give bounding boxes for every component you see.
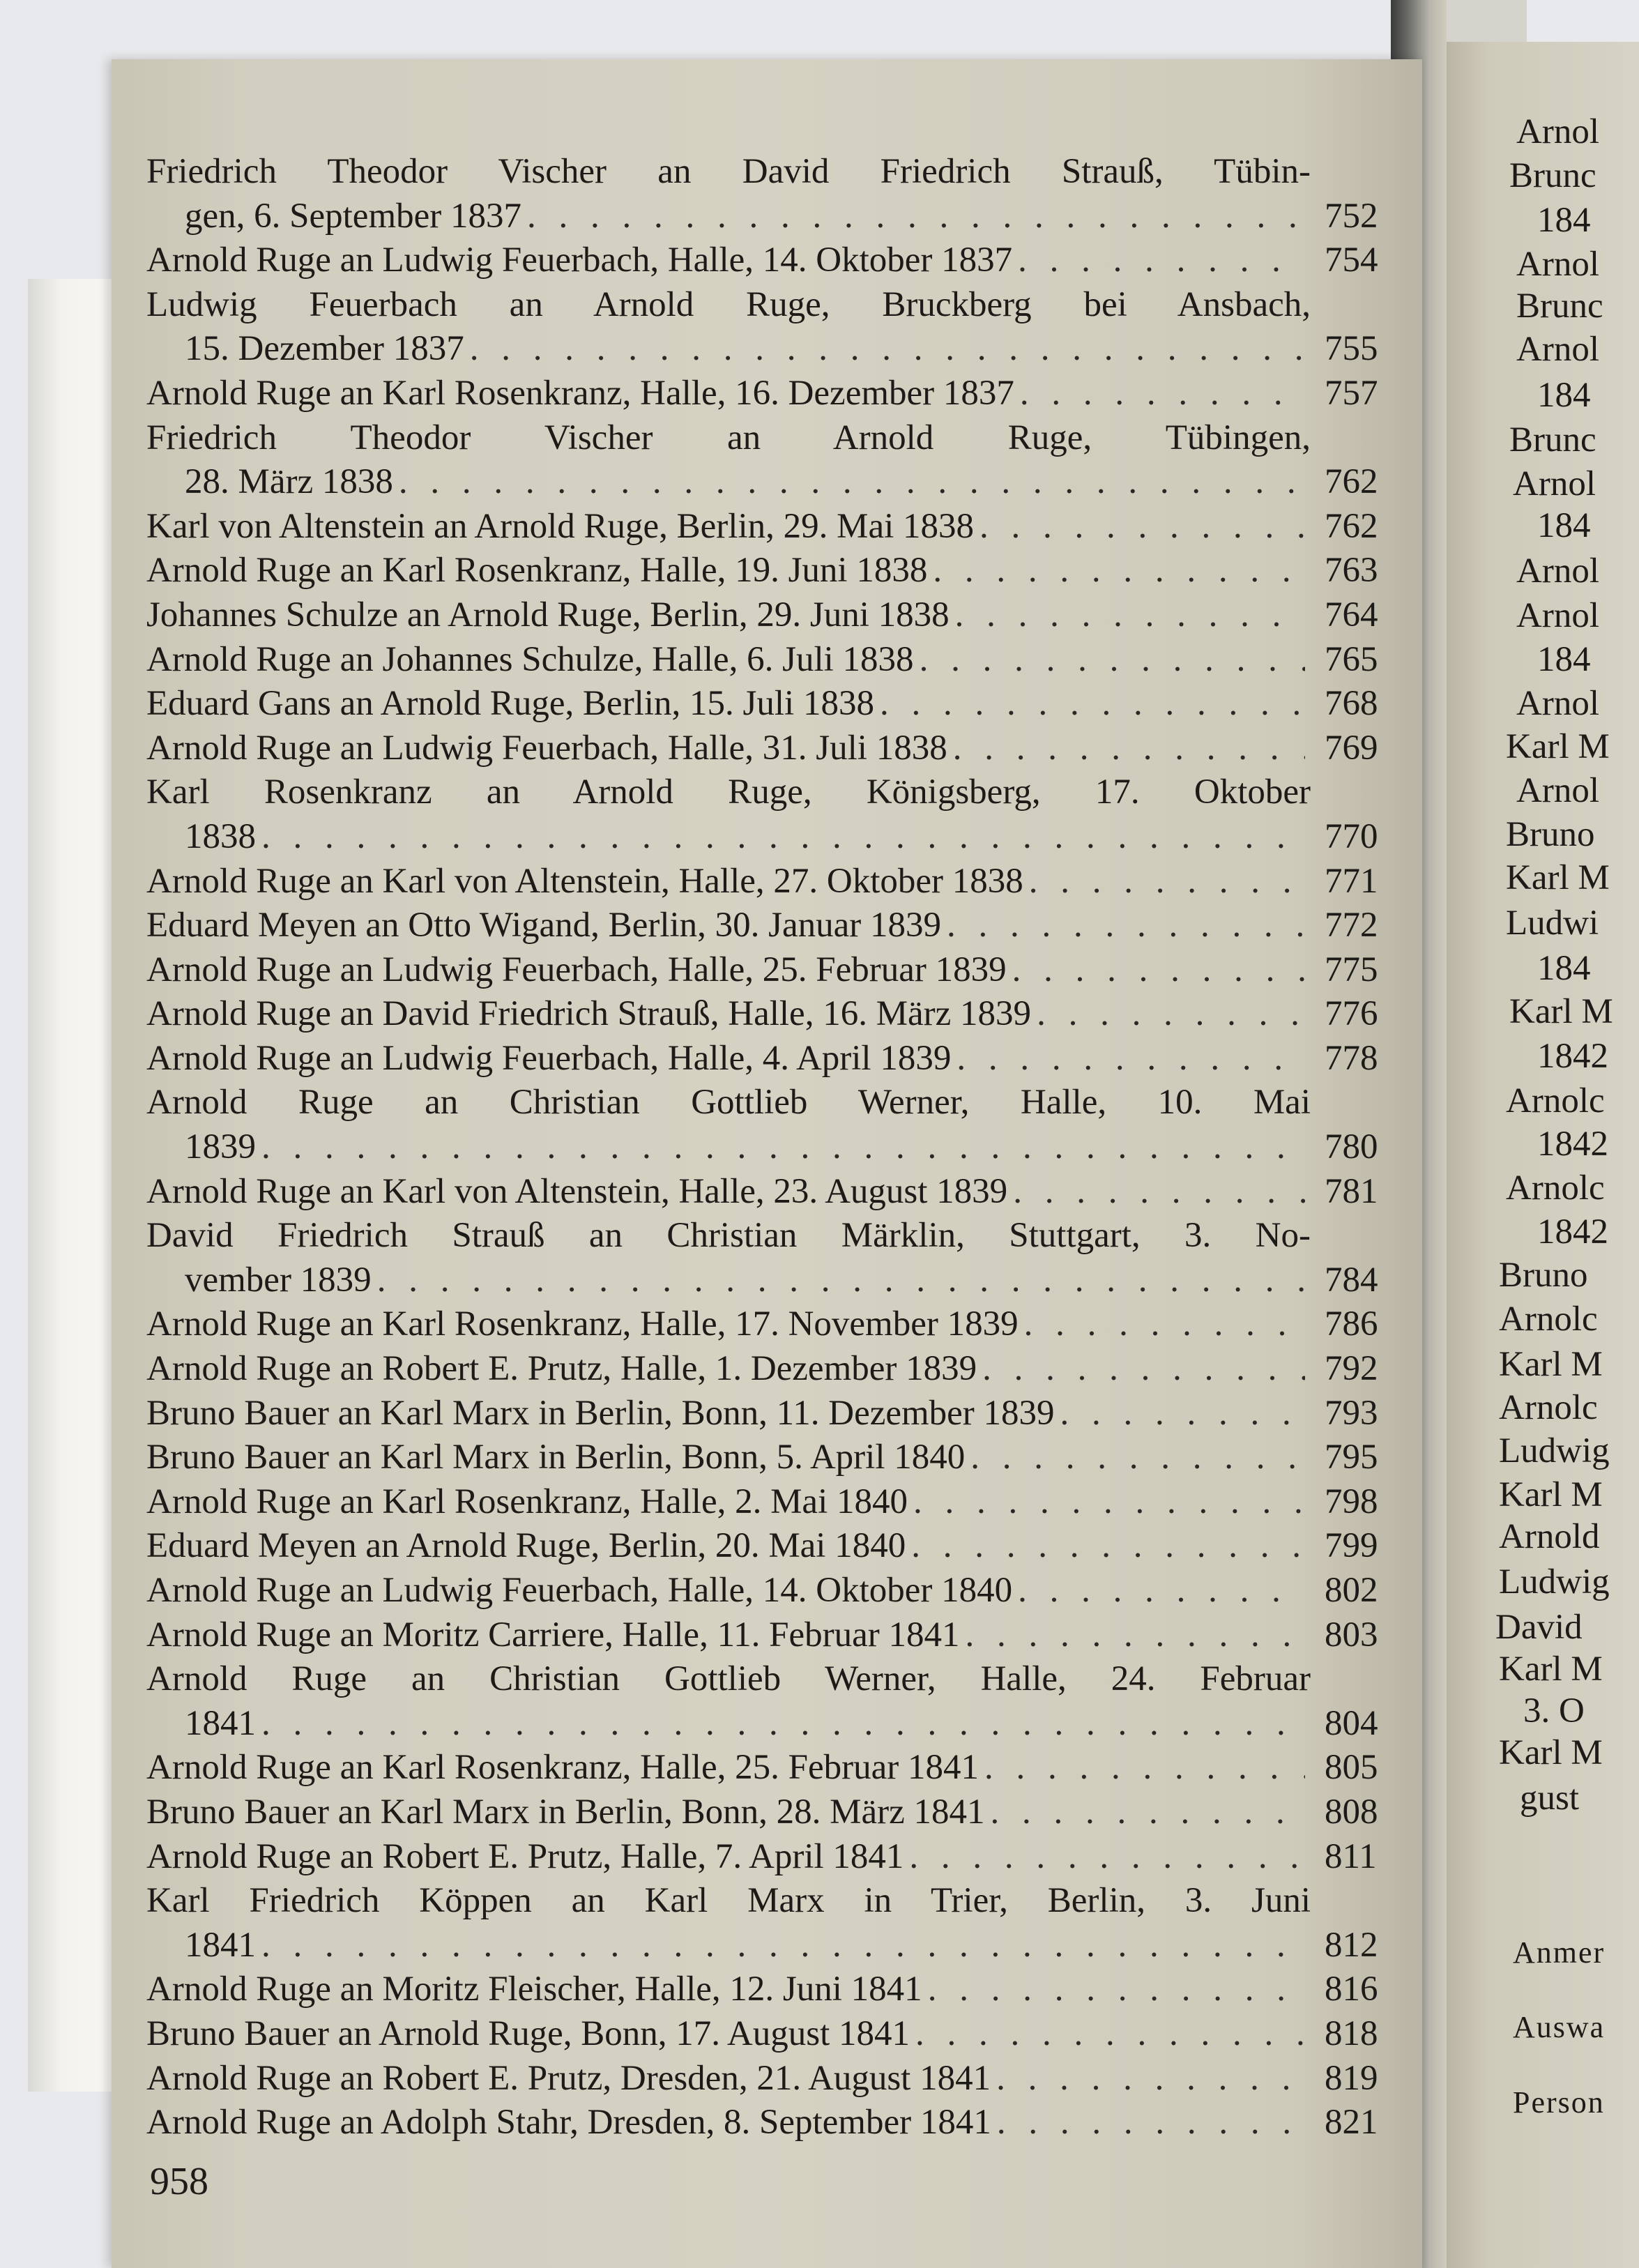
right-page-fragment: Arnol: [1513, 464, 1596, 503]
toc-entry: [146, 1302, 1378, 1347]
entry-title: Bruno Bauer an Arnold Ruge, Bonn, 17. August 1841: [146, 2014, 910, 2053]
leader-dots: [261, 1702, 1305, 1746]
entry-title: Arnold Ruge an Karl Rosenkranz, Halle, 2. Mai 1840: [146, 1482, 908, 1521]
right-page-fragment: Arnol: [1516, 771, 1599, 810]
entry-page-number: 784: [1325, 1260, 1378, 1300]
leader-dots: [1012, 948, 1305, 993]
entry-title: Arnold Ruge an Robert E. Prutz, Dresden, 21. August 1841: [146, 2058, 991, 2098]
toc-entry: [146, 372, 1378, 416]
right-page-fragment: Auswa: [1513, 2010, 1606, 2044]
toc-entry: [146, 2012, 1378, 2057]
entry-title: Arnold Ruge an Ludwig Feuerbach, Halle, 25. Februar 1839: [146, 950, 1007, 989]
right-page-fragment: Arnol: [1516, 596, 1599, 635]
right-page-fragment: 184: [1537, 201, 1591, 240]
right-page-fragment: Person: [1513, 2085, 1605, 2119]
right-page-fragment: 184: [1537, 506, 1591, 545]
right-page-fragment: Ludwi: [1506, 904, 1599, 943]
leader-dots: [1018, 1569, 1305, 1613]
right-page-fragment: Arnolc: [1506, 1169, 1605, 1208]
entry-title-continuation: 15. Dezember 1837: [185, 329, 464, 369]
entry-page-number: 763: [1325, 551, 1378, 591]
right-page-fragment: 1842: [1537, 1037, 1608, 1076]
leader-dots: [1020, 372, 1305, 416]
table-of-contents: [146, 150, 1378, 2145]
right-page-fragment: 1842: [1537, 1212, 1608, 1251]
entry-page-number: 764: [1325, 595, 1378, 634]
right-page-fragment: Bruno: [1499, 1256, 1588, 1295]
right-page-fragment: Arnol: [1516, 684, 1599, 723]
entry-title: Arnold Ruge an Moritz Fleischer, Halle, 12. Juni 1841: [146, 1970, 922, 2009]
toc-entry: [146, 1392, 1378, 1436]
entry-title: Arnold Ruge an Christian Gottlieb Werner, Halle, 24. Februar: [146, 1659, 1311, 1699]
leader-dots: [261, 1125, 1305, 1170]
toc-entry: [146, 948, 1378, 993]
leader-dots: [997, 2101, 1305, 2145]
right-page-fragment: Anmer: [1513, 1935, 1606, 1970]
entry-page-number: 812: [1325, 1925, 1378, 1965]
leader-dots: [956, 1037, 1305, 1081]
entry-page-number: 757: [1325, 373, 1378, 413]
leader-dots: [915, 2012, 1305, 2057]
entry-page-number: 780: [1325, 1127, 1378, 1167]
toc-entry: [146, 1968, 1378, 2012]
leader-dots: [1013, 1170, 1305, 1215]
entry-title-continuation: 1841: [185, 1925, 256, 1965]
entry-page-number: 778: [1325, 1038, 1378, 1078]
toc-entry: [146, 283, 1378, 372]
entry-page-number: 802: [1325, 1571, 1378, 1610]
toc-entry: [146, 593, 1378, 638]
entry-title: Bruno Bauer an Karl Marx in Berlin, Bonn, 5. April 1840: [146, 1438, 966, 1477]
leader-dots: [996, 2057, 1305, 2101]
entry-title: Arnold Ruge an Karl von Altenstein, Halle, 27. Oktober 1838: [146, 861, 1023, 901]
toc-entry: [146, 549, 1378, 593]
toc-entry: [146, 904, 1378, 948]
entry-title: Ludwig Feuerbach an Arnold Ruge, Bruckberg bei Ansbach,: [146, 284, 1311, 324]
toc-entry: [146, 1879, 1378, 1968]
right-page-fragment: Ludwig: [1499, 1431, 1610, 1470]
entry-page-number: 792: [1325, 1349, 1378, 1389]
toc-entry: [146, 726, 1378, 771]
leader-dots: [1060, 1392, 1305, 1436]
right-page-fragment: Arnol: [1516, 551, 1599, 591]
right-page-fragment: Brunc: [1516, 287, 1603, 326]
entry-page-number: 795: [1325, 1438, 1378, 1477]
leader-dots: [955, 593, 1305, 638]
leader-dots: [966, 1613, 1305, 1658]
entry-page-number: 770: [1325, 816, 1378, 856]
entry-title: Bruno Bauer an Karl Marx in Berlin, Bonn, 28. März 1841: [146, 1792, 985, 1832]
entry-title: Arnold Ruge an Ludwig Feuerbach, Halle, 14. Oktober 1837: [146, 241, 1013, 280]
entry-title-continuation: 1839: [185, 1127, 256, 1167]
right-page-fragment: Karl M: [1499, 1345, 1603, 1384]
toc-entry: [146, 1081, 1378, 1169]
entry-title: Bruno Bauer an Karl Marx in Berlin, Bonn, 11. Dezember 1839: [146, 1393, 1055, 1433]
entry-page-number: 804: [1325, 1703, 1378, 1743]
entry-page-number: 769: [1325, 728, 1378, 768]
entry-title: Arnold Ruge an David Friedrich Strauß, Halle, 16. März 1839: [146, 994, 1032, 1034]
entry-title: Arnold Ruge an Karl Rosenkranz, Halle, 19. Juni 1838: [146, 551, 928, 591]
leader-dots: [970, 1436, 1305, 1480]
entry-page-number: 818: [1325, 2014, 1378, 2053]
toc-entry: [146, 238, 1378, 283]
leader-dots: [953, 726, 1305, 771]
entry-page-number: 803: [1325, 1615, 1378, 1654]
toc-entry: [146, 1480, 1378, 1525]
toc-entry: [146, 860, 1378, 904]
toc-entry: [146, 2057, 1378, 2101]
page-stack-edge: [28, 279, 112, 2092]
entry-page-number: 786: [1325, 1304, 1378, 1344]
toc-entry: [146, 1524, 1378, 1569]
entry-title-continuation: vember 1839: [185, 1260, 372, 1300]
entry-title: Arnold Ruge an Karl von Altenstein, Halle, 23. August 1839: [146, 1171, 1008, 1211]
entry-page-number: 754: [1325, 241, 1378, 280]
right-page-fragment: 184: [1537, 376, 1591, 415]
right-page-fragment: Ludwig: [1499, 1562, 1610, 1601]
entry-page-number: 762: [1325, 462, 1378, 502]
right-page-fragment: David: [1495, 1608, 1583, 1647]
leader-dots: [911, 1524, 1305, 1569]
entry-title: Arnold Ruge an Moritz Carriere, Halle, 11. Februar 1841: [146, 1615, 960, 1654]
toc-entry: [146, 150, 1378, 238]
entry-title: Arnold Ruge an Robert E. Prutz, Halle, 1. Dezember 1839: [146, 1349, 977, 1389]
entry-title: Friedrich Theodor Vischer an Arnold Ruge, Tübingen,: [146, 418, 1311, 457]
toc-entry: [146, 1170, 1378, 1215]
toc-entry: [146, 770, 1378, 859]
entry-title: Eduard Meyen an Arnold Ruge, Berlin, 20. Mai 1840: [146, 1526, 906, 1566]
leader-dots: [377, 1258, 1305, 1303]
entry-title: Arnold Ruge an Johannes Schulze, Halle, 6. Juli 1838: [146, 639, 914, 679]
entry-title-continuation: 28. März 1838: [185, 462, 393, 502]
leader-dots: [470, 327, 1305, 372]
entry-title-continuation: 1838: [185, 816, 256, 856]
toc-entry: [146, 1436, 1378, 1480]
entry-page-number: 781: [1325, 1171, 1378, 1211]
entry-page-number: 752: [1325, 196, 1378, 236]
leader-dots: [982, 1347, 1305, 1392]
entry-title: Arnold Ruge an Karl Rosenkranz, Halle, 25. Februar 1841: [146, 1748, 979, 1788]
toc-entry: [146, 682, 1378, 726]
toc-entry: [146, 1746, 1378, 1790]
entry-title: Karl von Altenstein an Arnold Ruge, Berlin, 29. Mai 1838: [146, 506, 975, 546]
leader-dots: [261, 1924, 1305, 1968]
entry-page-number: 799: [1325, 1526, 1378, 1566]
right-page-fragment: Karl M: [1499, 1475, 1603, 1514]
entry-title: Karl Friedrich Köppen an Karl Marx in Trier, Berlin, 3. Juni: [146, 1881, 1311, 1921]
toc-entry: [146, 1657, 1378, 1746]
right-page-fragment: Karl M: [1509, 992, 1613, 1031]
entry-page-number: 808: [1325, 1792, 1378, 1832]
right-page-fragment: gust: [1520, 1779, 1580, 1818]
right-page-fragment: Karl M: [1506, 727, 1610, 766]
leader-dots: [984, 1746, 1305, 1790]
toc-entry: [146, 1790, 1378, 1835]
leader-dots: [261, 815, 1305, 860]
right-page-fragment: Karl M: [1499, 1733, 1603, 1772]
right-page-fragment: 3. O: [1523, 1691, 1585, 1730]
entry-page-number: 798: [1325, 1482, 1378, 1521]
toc-entry: [146, 416, 1378, 505]
leader-dots: [399, 460, 1305, 505]
leader-dots: [1029, 860, 1305, 904]
entry-title: Johannes Schulze an Arnold Ruge, Berlin, 29. Juni 1838: [146, 595, 950, 634]
leader-dots: [947, 904, 1305, 948]
right-page-fragment: Arnolc: [1506, 1081, 1605, 1120]
right-page-fragment: Arnolc: [1499, 1388, 1598, 1427]
entry-title: Arnold Ruge an Karl Rosenkranz, Halle, 17. November 1839: [146, 1304, 1019, 1344]
entry-page-number: 793: [1325, 1393, 1378, 1433]
leader-dots: [933, 549, 1305, 593]
entry-page-number: 755: [1325, 329, 1378, 369]
right-page-fragment: Brunc: [1509, 420, 1596, 459]
entry-title: Arnold Ruge an Ludwig Feuerbach, Halle, 31. Juli 1838: [146, 728, 947, 768]
right-page-fragment: Arnol: [1516, 330, 1599, 369]
toc-entry: [146, 1835, 1377, 1880]
toc-entry: [146, 505, 1378, 549]
right-page-fragment: 1842: [1537, 1125, 1608, 1164]
toc-entry: [146, 1347, 1378, 1392]
toc-entry: [146, 992, 1378, 1037]
leader-dots: [1037, 992, 1305, 1037]
entry-page-number: 775: [1325, 950, 1378, 989]
entry-title: Arnold Ruge an Ludwig Feuerbach, Halle, 4. April 1839: [146, 1038, 952, 1078]
entry-title-continuation: gen, 6. September 1837: [185, 196, 521, 236]
leader-dots: [1024, 1302, 1305, 1347]
right-page-fragment: Karl M: [1506, 858, 1610, 897]
entry-title: Karl Rosenkranz an Arnold Ruge, Königsberg, 17. Oktober: [146, 773, 1311, 812]
entry-page-number: 771: [1325, 861, 1378, 901]
entry-title: Arnold Ruge an Karl Rosenkranz, Halle, 16. Dezember 1837: [146, 373, 1014, 413]
entry-title: Arnold Ruge an Christian Gottlieb Werner, Halle, 10. Mai: [146, 1083, 1311, 1122]
entry-title: Friedrich Theodor Vischer an David Friedrich Strauß, Tübin-: [146, 152, 1311, 191]
toc-entry: [146, 2101, 1378, 2145]
entry-page-number: 819: [1325, 2058, 1378, 2098]
entry-page-number: 816: [1325, 1970, 1378, 2009]
leader-dots: [909, 1835, 1305, 1880]
right-page-fragment: Bruno: [1506, 815, 1595, 854]
entry-page-number: 811: [1325, 1836, 1377, 1876]
entry-title-continuation: 1841: [185, 1703, 256, 1743]
leader-dots: [880, 682, 1305, 726]
entry-page-number: 762: [1325, 506, 1378, 546]
entry-page-number: 776: [1325, 994, 1378, 1034]
entry-title: Eduard Gans an Arnold Ruge, Berlin, 15. Juli 1838: [146, 684, 874, 724]
leader-dots: [527, 195, 1305, 239]
toc-entry: [146, 1037, 1378, 1081]
leader-dots: [991, 1790, 1305, 1835]
right-page-fragment: 184: [1537, 640, 1591, 679]
right-page-fragment: Arnold: [1499, 1517, 1600, 1556]
toc-entry: [146, 638, 1378, 683]
entry-title: Arnold Ruge an Ludwig Feuerbach, Halle, 14. Oktober 1840: [146, 1571, 1013, 1610]
toc-entry: [146, 1613, 1378, 1658]
page-number: 958: [150, 2160, 208, 2203]
entry-page-number: 821: [1325, 2103, 1378, 2143]
right-page-fragment: Arnol: [1516, 245, 1599, 284]
leader-dots: [1018, 238, 1305, 283]
entry-page-number: 805: [1325, 1748, 1378, 1788]
leader-dots: [979, 505, 1305, 549]
toc-entry: [146, 1569, 1378, 1613]
toc-entry: [146, 1214, 1378, 1302]
leader-dots: [928, 1968, 1305, 2012]
entry-page-number: 768: [1325, 684, 1378, 724]
entry-page-number: 765: [1325, 639, 1378, 679]
entry-title: Eduard Meyen an Otto Wigand, Berlin, 30. Januar 1839: [146, 906, 942, 945]
leader-dots: [920, 638, 1305, 683]
right-page-fragment: Arnol: [1516, 112, 1599, 151]
entry-title: Arnold Ruge an Robert E. Prutz, Halle, 7. April 1841: [146, 1836, 904, 1876]
right-page-fragment: Karl M: [1499, 1650, 1603, 1689]
entry-title: David Friedrich Strauß an Christian Märklin, Stuttgart, 3. No-: [146, 1216, 1311, 1256]
leader-dots: [913, 1480, 1305, 1525]
entry-title: Arnold Ruge an Adolph Stahr, Dresden, 8. September 1841: [146, 2103, 991, 2143]
entry-page-number: 772: [1325, 906, 1378, 945]
right-page-fragment: Arnolc: [1499, 1300, 1598, 1339]
right-page-fragment: 184: [1537, 949, 1591, 988]
right-page-fragment: Brunc: [1509, 156, 1596, 195]
